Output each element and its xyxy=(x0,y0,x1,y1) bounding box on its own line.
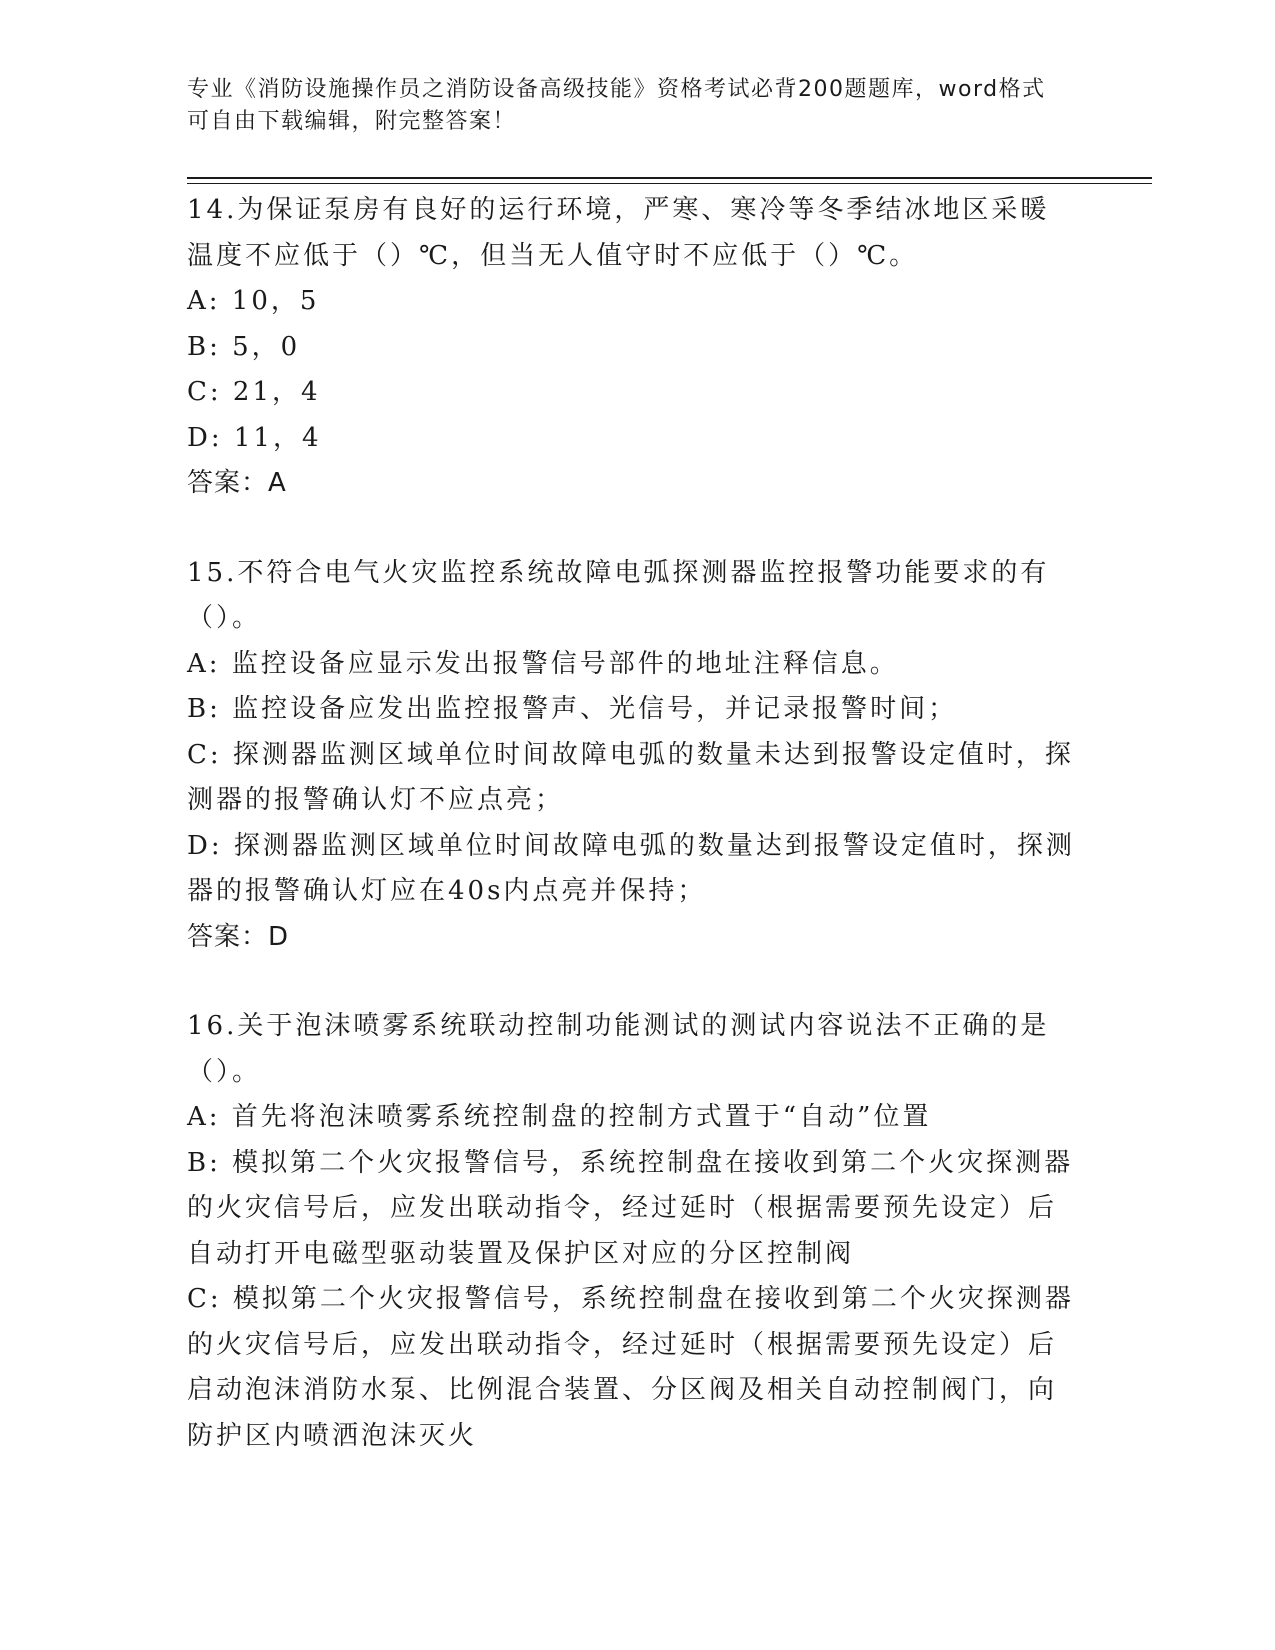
question-14 xyxy=(187,188,1077,507)
answer-line: 答案：D xyxy=(187,921,290,952)
header-rule-thin xyxy=(187,183,1152,184)
question-15 xyxy=(187,551,1077,961)
option-d: D: 探测器监测区域单位时间故障电弧的数量达到报警设定值时，探测器的报警确认灯应在40s内点亮并保持； xyxy=(187,830,1075,906)
option-a: A: 监控设备应显示发出报警信号部件的地址注释信息。 xyxy=(187,648,899,679)
option-c: C: 探测器监测区域单位时间故障电弧的数量未达到报警设定值时，探测器的报警确认灯不应点亮； xyxy=(187,739,1074,815)
option-b: B: 5，0 xyxy=(187,331,301,362)
document-header: 专业《消防设施操作员之消防设备高级技能》资格考试必背200题题库，word格式可自由下载编辑，附完整答案！ xyxy=(187,77,1046,134)
question-16 xyxy=(187,1004,1077,1459)
answer-line: 答案：A xyxy=(187,468,287,498)
option-b: B: 模拟第二个火灾报警信号，系统控制盘在接收到第二个火灾探测器的火灾信号后，应发出联动指令，经过延时（根据需要预先设定）后自动打开电磁型驱动装置及保护区对应的分区控制阀 xyxy=(187,1147,1074,1269)
option-c: C: 21，4 xyxy=(187,377,321,407)
option-a: A: 10，5 xyxy=(187,286,320,316)
question-list xyxy=(187,188,1077,1459)
question-stem: 16.关于泡沫喷雾系统联动控制功能测试的测试内容说法不正确的是（）。 xyxy=(187,1011,1050,1087)
header-rule-thick xyxy=(187,177,1152,179)
question-stem: 14.为保证泵房有良好的运行环境，严寒、寒冷等冬季结冰地区采暖温度不应低于（）℃，但当无人值守时不应低于（）℃。 xyxy=(187,195,1050,271)
option-b: B: 监控设备应发出监控报警声、光信号，并记录报警时间； xyxy=(187,694,958,724)
option-a: A: 首先将泡沫喷雾系统控制盘的控制方式置于“自动”位置 xyxy=(187,1102,932,1132)
option-c: C: 模拟第二个火灾报警信号，系统控制盘在接收到第二个火灾探测器的火灾信号后，应发出联动指令，经过延时（根据需要预先设定）后启动泡沫消防水泵、比例混合装置、分区阀及相关自动控制阀门，向防护区内喷洒泡沫灭火 xyxy=(187,1284,1074,1451)
option-d: D: 11，4 xyxy=(187,422,322,453)
question-stem: 15.不符合电气火灾监控系统故障电弧探测器监控报警功能要求的有（）。 xyxy=(187,557,1050,633)
